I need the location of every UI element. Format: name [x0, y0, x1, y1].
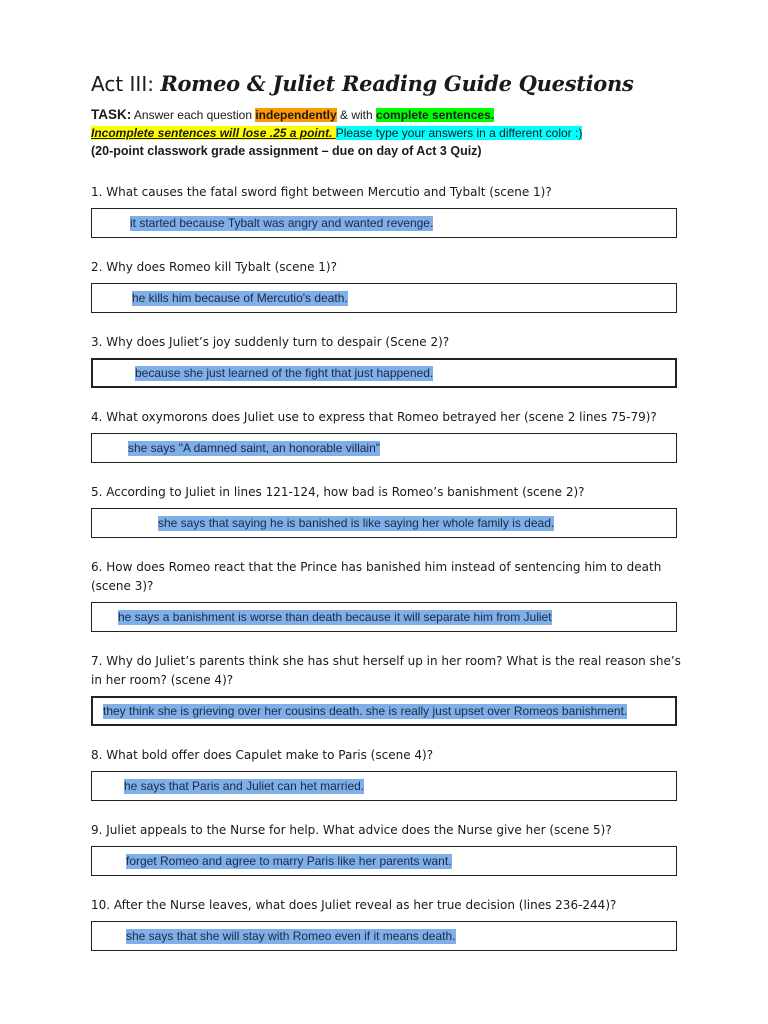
answer-field[interactable]	[91, 283, 677, 313]
question-text: 7. Why do Juliet’s parents think she has shut herself up in her room? What is the real reason she’s in her room? (scene 4)?	[91, 654, 681, 687]
answer-text: it started because Tybalt was angry and wanted revenge.	[130, 215, 434, 230]
color-instruction: Please type your answers in a different color :)	[335, 126, 583, 140]
answer-text: he says a banishment is worse than death because it will separate him from Juliet	[118, 609, 552, 624]
answer-field[interactable]	[91, 208, 677, 238]
answer-field[interactable]	[91, 771, 677, 801]
question-text: 8. What bold offer does Capulet make to Paris (scene 4)?	[91, 748, 434, 762]
question-item-4	[91, 408, 681, 463]
title-prefix: Act III:	[91, 72, 161, 96]
answer-text: he kills him because of Mercutio's death.	[132, 290, 348, 305]
question-item-10	[91, 896, 681, 951]
answer-text: she says "A damned saint, an honorable villain"	[128, 440, 381, 455]
answer-text: she says that saying he is banished is like saying her whole family is dead.	[158, 515, 555, 530]
question-item-8	[91, 746, 681, 801]
task-text-1: Answer each question	[131, 108, 256, 122]
page-title	[91, 66, 681, 101]
answer-field[interactable]	[91, 921, 677, 951]
title-main: Romeo & Juliet Reading Guide Questions	[160, 71, 634, 96]
answer-text: they think she is grieving over her cousins death. she is really just upset over Romeos banishment.	[103, 703, 628, 718]
question-item-5	[91, 483, 681, 538]
question-list	[91, 183, 681, 951]
answer-field[interactable]	[91, 433, 677, 463]
task-text-2: & with	[336, 108, 377, 122]
answer-text: he says that Paris and Juliet can het married.	[124, 778, 365, 793]
answer-field[interactable]	[91, 508, 677, 538]
question-item-3	[91, 333, 681, 388]
penalty-warning: Incomplete sentences will lose .25 a point.	[91, 126, 336, 140]
answer-field[interactable]	[91, 358, 677, 388]
worksheet	[91, 66, 681, 971]
question-text: 10. After the Nurse leaves, what does Juliet reveal as her true decision (lines 236-244)?	[91, 898, 617, 912]
question-item-6	[91, 558, 681, 632]
question-text: 1. What causes the fatal sword fight between Mercutio and Tybalt (scene 1)?	[91, 185, 552, 199]
question-text: 2. Why does Romeo kill Tybalt (scene 1)?	[91, 260, 337, 274]
answer-field[interactable]	[91, 846, 677, 876]
question-text: 9. Juliet appeals to the Nurse for help. What advice does the Nurse give her (scene 5)?	[91, 823, 612, 837]
penalty-line	[91, 124, 681, 142]
question-item-2	[91, 258, 681, 313]
answer-text: she says that she will stay with Romeo even if it means death.	[126, 928, 456, 943]
grade-note: (20-point classwork grade assignment – due on day of Act 3 Quiz)	[91, 144, 482, 158]
question-item-1	[91, 183, 681, 238]
answer-field[interactable]	[91, 602, 677, 632]
question-item-7	[91, 652, 681, 726]
question-text: 5. According to Juliet in lines 121-124, how bad is Romeo’s banishment (scene 2)?	[91, 485, 585, 499]
question-item-9	[91, 821, 681, 876]
question-text: 3. Why does Juliet’s joy suddenly turn to despair (Scene 2)?	[91, 335, 450, 349]
answer-field[interactable]	[91, 696, 677, 726]
task-line	[91, 106, 681, 124]
task-label: TASK:	[91, 107, 132, 122]
answer-text: forget Romeo and agree to marry Paris like her parents want.	[126, 853, 452, 868]
question-text: 6. How does Romeo react that the Prince has banished him instead of sentencing him to death (scene 3)?	[91, 560, 662, 593]
highlight-independently: independently	[255, 108, 337, 122]
question-text: 4. What oxymorons does Juliet use to express that Romeo betrayed her (scene 2 lines 75-79)?	[91, 410, 657, 424]
answer-text: because she just learned of the fight that just happened.	[135, 365, 434, 380]
highlight-complete-sentences: complete sentences.	[376, 108, 495, 122]
